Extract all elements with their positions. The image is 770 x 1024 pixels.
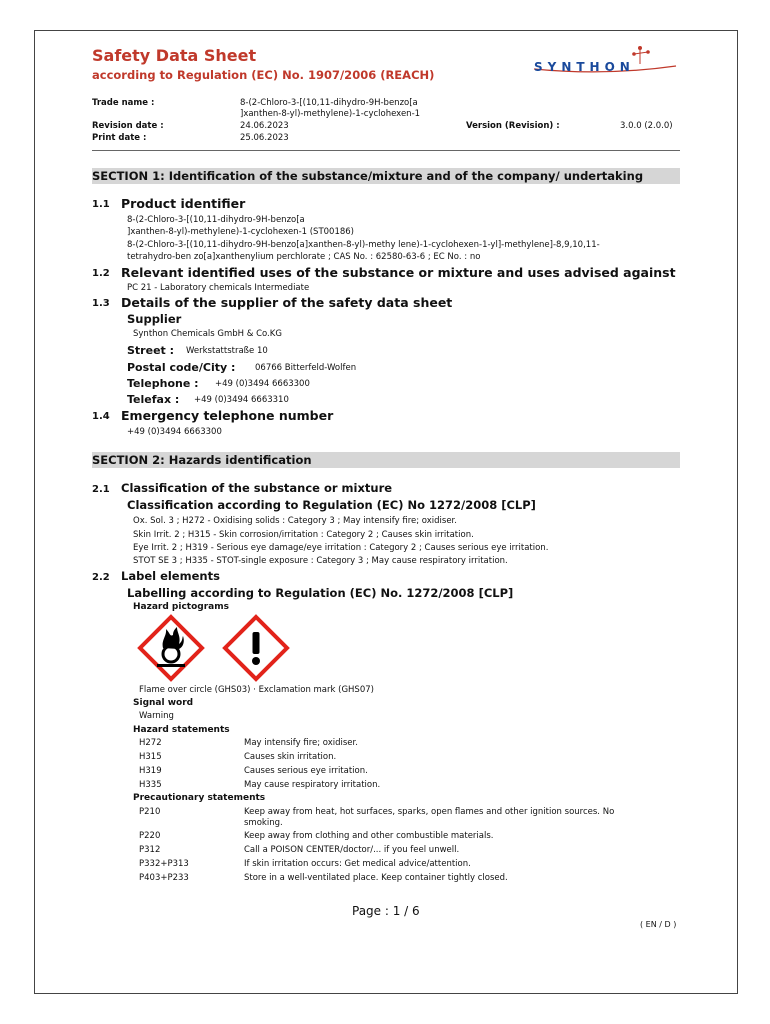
hazard-text: Causes skin irritation.: [244, 752, 337, 762]
revision-date: 24.06.2023: [240, 121, 289, 131]
s21-subtitle: Classification according to Regulation (EC) No 1272/2008 [CLP]: [127, 498, 536, 512]
telefax-value: +49 (0)3494 6663310: [194, 395, 289, 405]
trade-name-line1: 8-(2-Chloro-3-[(10,11-dihydro-9H-benzo[a: [240, 98, 418, 108]
classification-line: STOT SE 3 ; H335 - STOT-single exposure : Category 3 ; May cause respiratory irritation.: [133, 556, 508, 566]
precaution-text-continued: smoking.: [244, 818, 283, 828]
print-date: 25.06.2023: [240, 133, 289, 143]
print-date-label: Print date :: [92, 133, 147, 143]
signal-word: Warning: [139, 711, 174, 721]
hazard-text: Causes serious eye irritation.: [244, 766, 368, 776]
precaution-code: P403+P233: [139, 873, 189, 883]
s11-line4: tetrahydro-ben zo[a]xanthenylium perchlorate ; CAS No. : 62580-63-6 ; EC No. : no: [127, 252, 481, 262]
exclamation-mark-icon: [222, 614, 290, 682]
logo-text: SYNTHON: [534, 60, 635, 74]
revision-date-label: Revision date :: [92, 121, 164, 131]
pictograms-caption: Flame over circle (GHS03) · Exclamation mark (GHS07): [139, 685, 374, 695]
trade-name-line2: ]xanthen-8-yl)-methylene)-1-cyclohexen-1: [240, 109, 421, 119]
s11-title: Product identifier: [121, 196, 246, 211]
section2-title: SECTION 2: Hazards identification: [92, 452, 680, 468]
street-value: Werkstattstraße 10: [186, 346, 268, 356]
classification-line: Ox. Sol. 3 ; H272 - Oxidising solids : Category 3 ; May intensify fire; oxidiser.: [133, 516, 457, 526]
s14-number: 1.4: [92, 411, 110, 422]
precaution-text: Call a POISON CENTER/doctor/... if you feel unwell.: [244, 845, 460, 855]
hazard-code: H272: [139, 738, 162, 748]
version-label: Version (Revision) :: [466, 121, 560, 131]
postal-value: 06766 Bitterfeld-Wolfen: [255, 363, 357, 373]
precaution-text: If skin irritation occurs: Get medical advice/attention.: [244, 859, 471, 869]
s22-title: Label elements: [121, 569, 220, 583]
hazard-code: H319: [139, 766, 162, 776]
hazard-statements-label: Hazard statements: [133, 725, 230, 735]
s11-line2: ]xanthen-8-yl)-methylene)-1-cyclohexen-1 (ST00186): [127, 227, 355, 237]
s21-number: 2.1: [92, 484, 110, 495]
flame-over-circle-icon: [137, 614, 205, 682]
precaution-code: P210: [139, 807, 161, 817]
telefax-label: Telefax :: [127, 393, 180, 406]
s12-text: PC 21 - Laboratory chemicals Intermediate: [127, 283, 310, 293]
s11-number: 1.1: [92, 199, 110, 210]
s13-title: Details of the supplier of the safety data sheet: [121, 295, 453, 310]
precaution-text: Keep away from heat, hot surfaces, sparks, open flames and other ignition sources. No: [244, 807, 615, 817]
section1-title: SECTION 1: Identification of the substance/mixture and of the company/ undertaking: [92, 168, 680, 184]
pictograms-label: Hazard pictograms: [133, 602, 229, 612]
s11-line3: 8-(2-Chloro-3-[(10,11-dihydro-9H-benzo[a]xanthen-8-yl)-methy lene)-1-cyclohexen-1-yl]-methylene]-8,9,10,11-: [127, 240, 600, 250]
postal-label: Postal code/City :: [127, 361, 236, 374]
hazard-code: H335: [139, 780, 162, 790]
hazard-text: May intensify fire; oxidiser.: [244, 738, 358, 748]
precaution-text: Keep away from clothing and other combustible materials.: [244, 831, 494, 841]
s12-title: Relevant identified uses of the substance or mixture and uses advised against: [121, 265, 676, 280]
street-label: Street :: [127, 344, 175, 357]
hazard-code: H315: [139, 752, 162, 762]
supplier-label: Supplier: [127, 312, 182, 326]
document-title: Safety Data Sheet: [92, 46, 257, 65]
document-subtitle: according to Regulation (EC) No. 1907/2006 (REACH): [92, 68, 435, 82]
supplier-name: Synthon Chemicals GmbH & Co.KG: [133, 329, 282, 339]
language-code: ( EN / D ): [640, 920, 677, 929]
precaution-code: P220: [139, 831, 161, 841]
s11-line1: 8-(2-Chloro-3-[(10,11-dihydro-9H-benzo[a: [127, 215, 305, 225]
s13-number: 1.3: [92, 298, 110, 309]
s22-number: 2.2: [92, 572, 110, 583]
s14-text: +49 (0)3494 6663300: [127, 427, 222, 437]
precautionary-statements-label: Precautionary statements: [133, 793, 266, 803]
version-value: 3.0.0 (2.0.0): [620, 121, 673, 131]
classification-line: Eye Irrit. 2 ; H319 - Serious eye damage/eye irritation : Category 2 ; Causes serious eye irritation.: [133, 543, 549, 553]
precaution-code: P332+P313: [139, 859, 189, 869]
s12-number: 1.2: [92, 268, 110, 279]
telephone-value: +49 (0)3494 6663300: [215, 379, 310, 389]
s21-title: Classification of the substance or mixture: [121, 481, 393, 495]
telephone-label: Telephone :: [127, 377, 199, 390]
hazard-text: May cause respiratory irritation.: [244, 780, 381, 790]
s22-subtitle: Labelling according to Regulation (EC) No. 1272/2008 [CLP]: [127, 586, 514, 600]
classification-line: Skin Irrit. 2 ; H315 - Skin corrosion/irritation : Category 2 ; Causes skin irritation.: [133, 530, 474, 540]
precaution-code: P312: [139, 845, 161, 855]
trade-name-label: Trade name :: [92, 98, 155, 108]
page-number: Page : 1 / 6: [352, 904, 420, 918]
precaution-text: Store in a well-ventilated place. Keep container tightly closed.: [244, 873, 508, 883]
s14-title: Emergency telephone number: [121, 408, 334, 423]
signal-word-label: Signal word: [133, 698, 194, 708]
header-divider: [92, 150, 680, 151]
